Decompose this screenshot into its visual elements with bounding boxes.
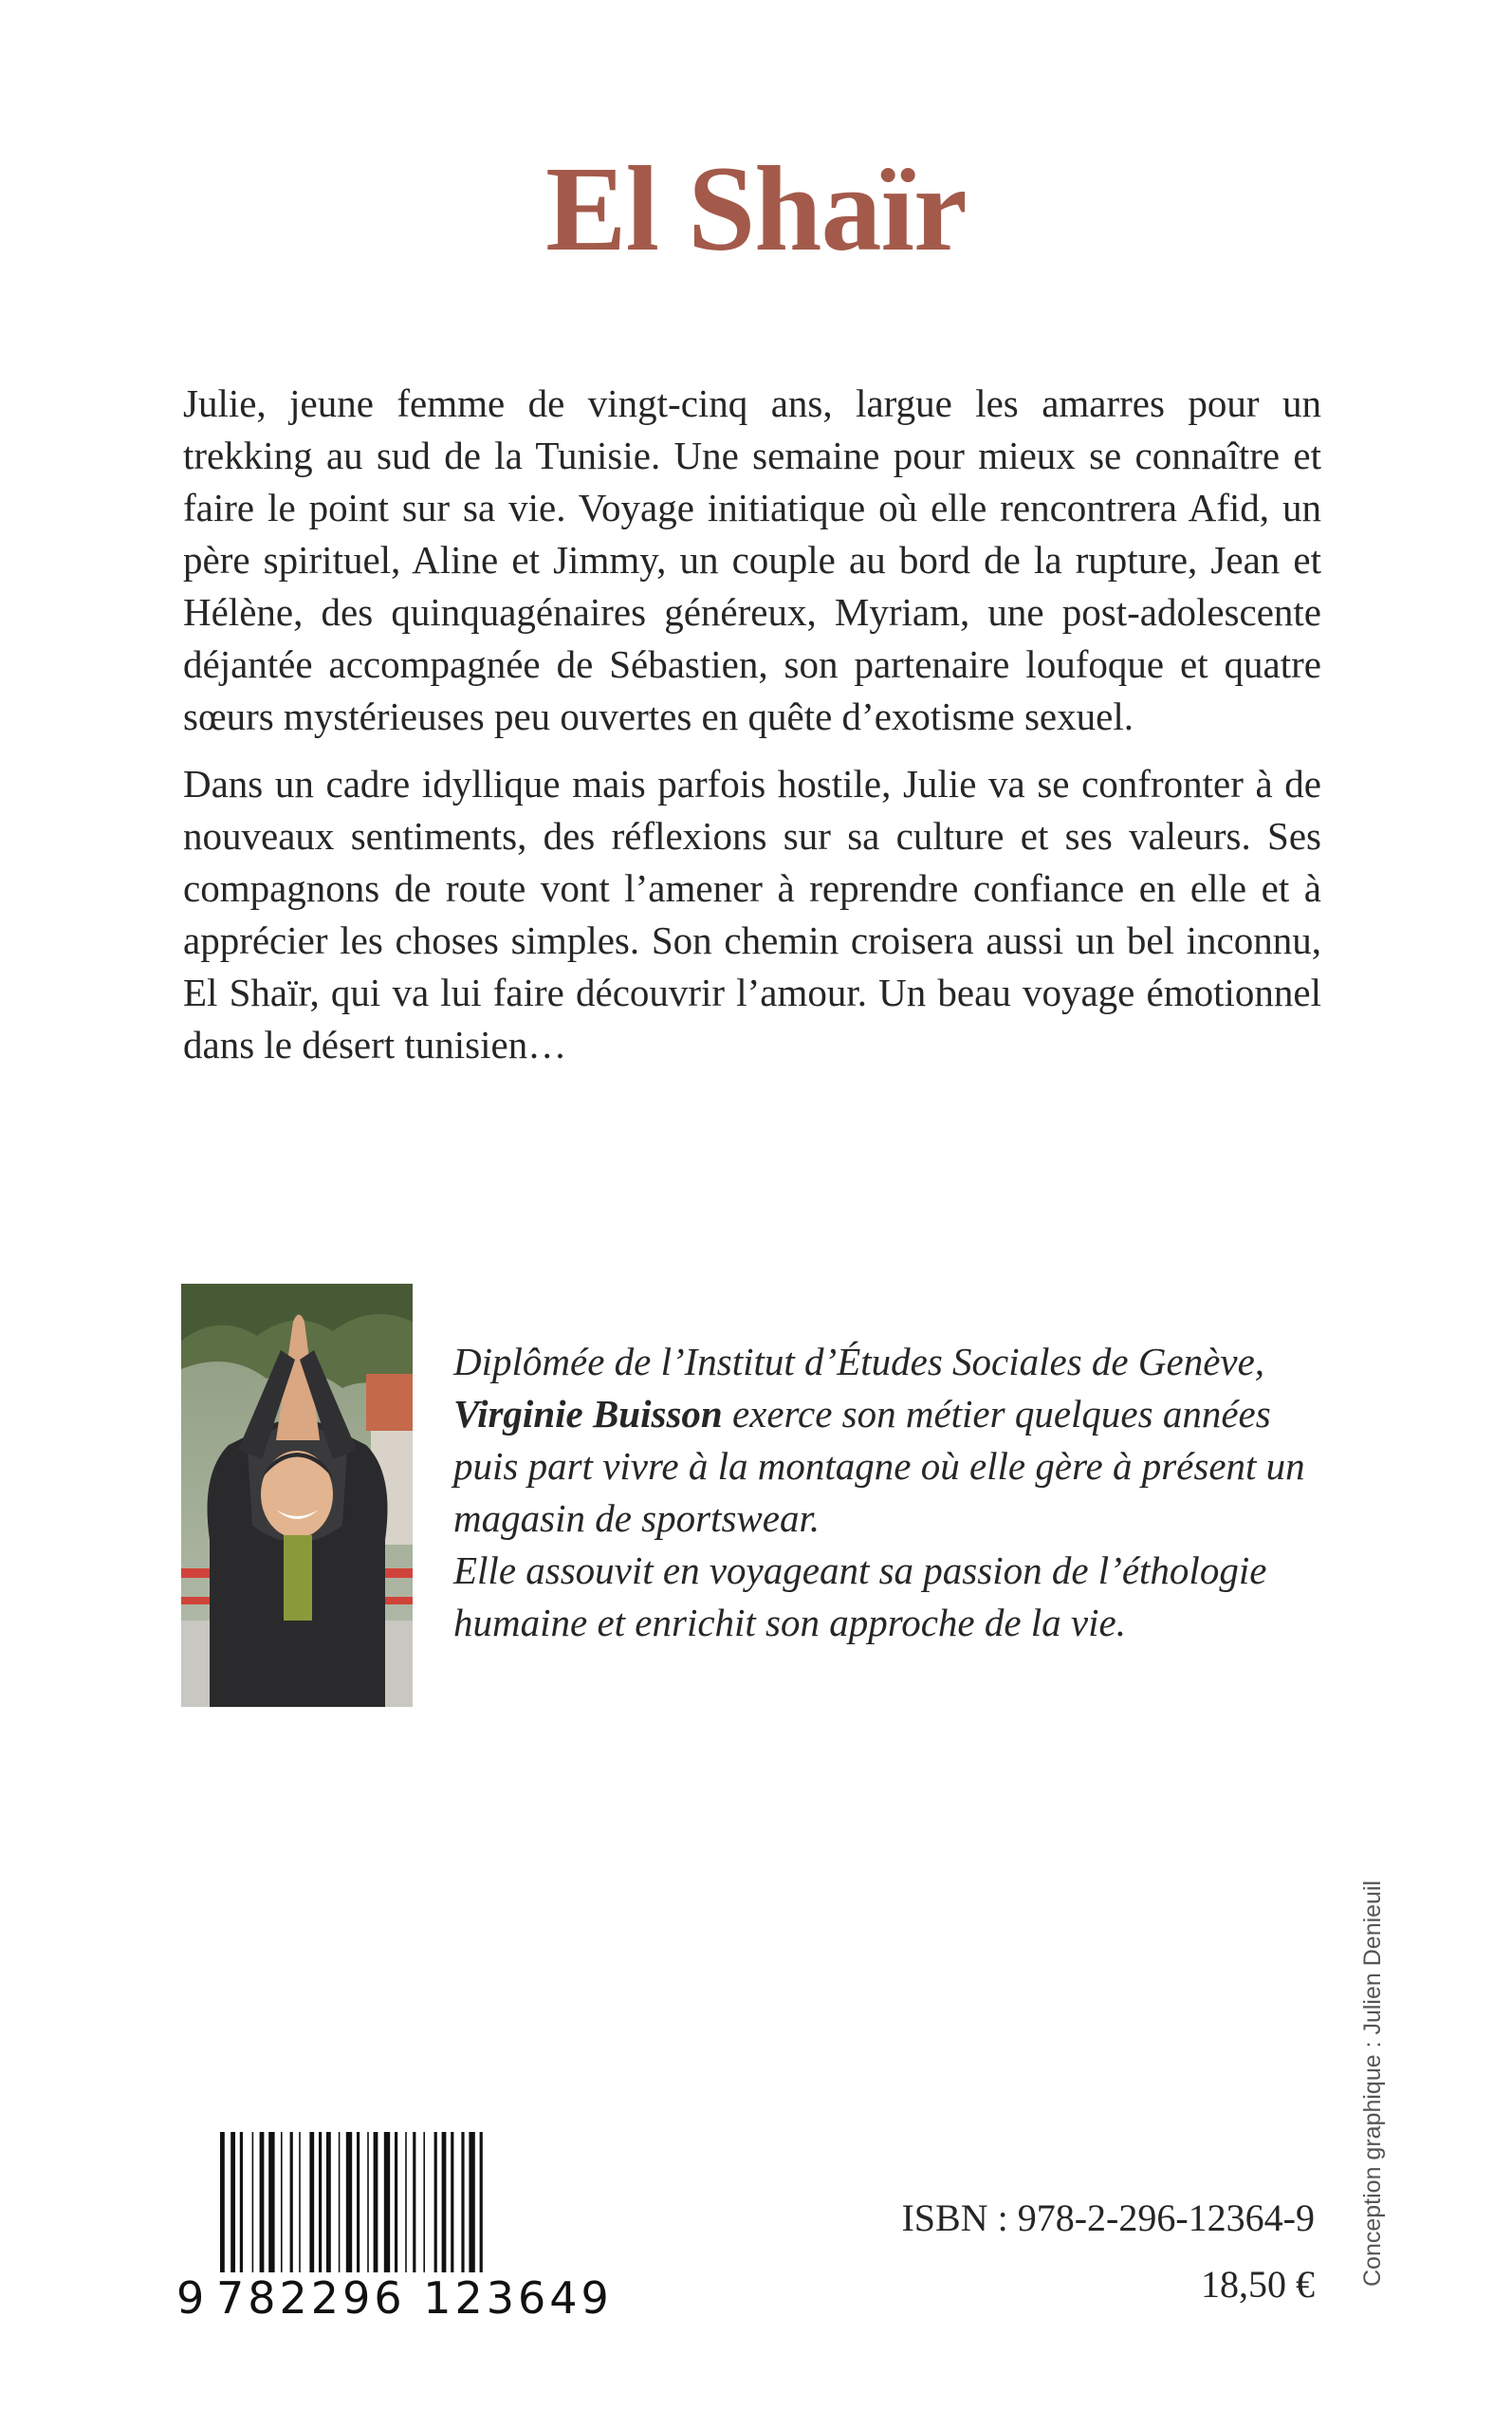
barcode bbox=[176, 2132, 613, 2331]
barcode-bar bbox=[309, 2132, 314, 2272]
barcode-bar bbox=[423, 2132, 425, 2272]
barcode-bar bbox=[220, 2132, 225, 2293]
barcode-bar bbox=[413, 2132, 415, 2272]
barcode-bar bbox=[367, 2132, 369, 2272]
barcode-bar bbox=[240, 2132, 243, 2272]
barcode-digit-groups: 782296 123649 bbox=[216, 2272, 613, 2324]
author-bio-line: Diplômée de l’Institut d’Études Sociales de Genève, bbox=[453, 1340, 1265, 1383]
barcode-bar bbox=[405, 2132, 407, 2272]
barcode-bar bbox=[384, 2132, 390, 2272]
barcode-bar bbox=[268, 2132, 274, 2272]
author-bio-line bbox=[453, 1388, 1326, 1545]
barcode-bar bbox=[346, 2132, 352, 2272]
barcode-bar bbox=[434, 2132, 437, 2272]
barcode-bar bbox=[442, 2132, 447, 2272]
isbn: ISBN : 978-2-296-12364-9 bbox=[901, 2196, 1315, 2239]
synopsis bbox=[183, 378, 1321, 1086]
design-credit: Conception graphique : Julien Denieuil bbox=[1359, 1880, 1386, 2287]
barcode-bar bbox=[395, 2132, 397, 2272]
barcode-bar bbox=[461, 2132, 464, 2272]
barcode-bar bbox=[357, 2132, 360, 2293]
barcode-bar bbox=[480, 2132, 483, 2293]
book-title: El Shaïr bbox=[545, 140, 967, 276]
barcode-bar bbox=[451, 2132, 453, 2272]
author-name: Virginie Buisson bbox=[453, 1392, 723, 1436]
author-photo bbox=[181, 1284, 413, 1707]
author-bio-rest: exerce son métier quelques années puis part vivre à la montagne où elle gère à présent un magasin de sportswear. bbox=[453, 1392, 1305, 1540]
barcode-bar bbox=[290, 2132, 293, 2272]
barcode-bar bbox=[319, 2132, 322, 2272]
synopsis-paragraph: Julie, jeune femme de vingt-cinq ans, largue les amarres pour un trekking au sud de la Tunisie. Une semaine pour mieux se connaître et faire le point sur sa vie. Voyage initiatique où elle rencontrera Afid, un père spirituel, Aline et Jimmy, un couple au bord de la rupture, Jean et Hélène, des quinquagénaires généreux, Myriam, une post-adolescente déjantée accompagnée de Sébastien, son partenaire loufoque et quatre sœurs mystérieuses peu ouvertes en quête d’exotisme sexuel. bbox=[183, 381, 1321, 738]
barcode-bar bbox=[339, 2132, 341, 2272]
barcode-bar bbox=[260, 2132, 265, 2272]
synopsis-paragraph: Dans un cadre idyllique mais parfois hostile, Julie va se confronter à de nouveaux sentiments, des réflexions sur sa culture et ses valeurs. Ses compagnons de route vont l’amener à reprendre confiance en elle et à apprécier les choses simples. Son chemin croisera aussi un bel inconnu, El Shaïr, qui va lui faire découvrir l’amour. Un beau voyage émotionnel dans le désert tunisien… bbox=[183, 762, 1321, 1066]
author-bio-line: Elle assouvit en voyageant sa passion de l’éthologie humaine et enrichit son approche de la vie. bbox=[453, 1548, 1267, 1644]
barcode-bar bbox=[281, 2132, 283, 2272]
barcode-bars bbox=[218, 2132, 588, 2293]
barcode-first-digit: 9 bbox=[176, 2272, 209, 2324]
barcode-digits bbox=[176, 2272, 613, 2326]
barcode-bar bbox=[252, 2132, 254, 2272]
barcode-bar bbox=[299, 2132, 301, 2272]
barcode-bar bbox=[374, 2132, 378, 2272]
barcode-bar bbox=[230, 2132, 235, 2293]
author-bio bbox=[453, 1336, 1326, 1649]
barcode-bar bbox=[326, 2132, 331, 2272]
price: 18,50 € bbox=[1201, 2263, 1315, 2306]
barcode-bar bbox=[469, 2132, 474, 2272]
